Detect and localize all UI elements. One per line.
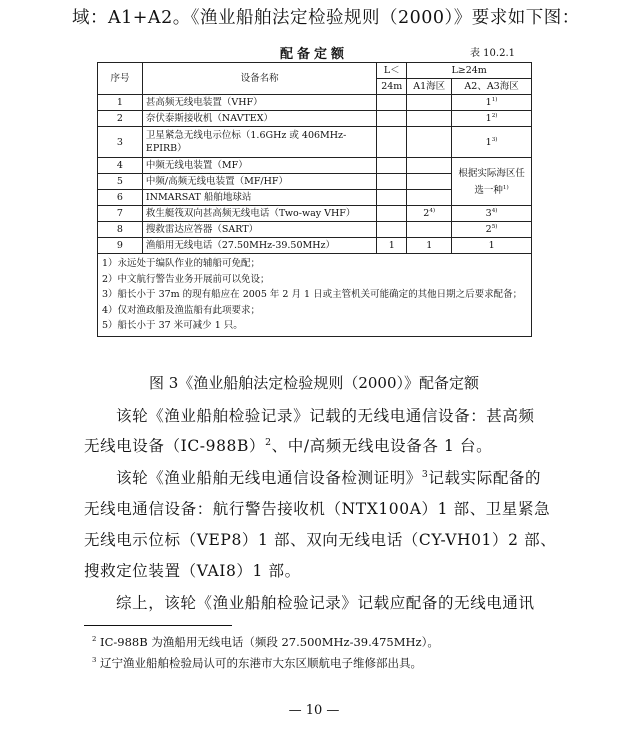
- cell-a1: 1: [407, 238, 452, 254]
- cell-seq: 6: [98, 190, 143, 206]
- footnote: [92, 634, 439, 650]
- table-row: [98, 206, 532, 222]
- merged-note: 根据实际海区任选一种: [458, 167, 525, 196]
- paragraph-line: 无线电通信设备：航行警告接收机（NTX100A）1 部、卫星紧急: [84, 500, 551, 518]
- cell-name: 搜救雷达应答器（SART）: [142, 222, 376, 238]
- header-seq: 序号: [98, 63, 143, 95]
- cell-name: 卫星紧急无线电示位标（1.6GHz 或 406MHz-EPIRB）: [142, 127, 376, 158]
- cell-value: 2: [423, 208, 430, 219]
- cell-a1: [407, 95, 452, 111]
- header-name: 设备名称: [142, 63, 376, 95]
- cell-lt: [377, 206, 407, 222]
- cell-sup: 4): [491, 207, 498, 214]
- cell-a1: [407, 111, 452, 127]
- cell-seq: 1: [98, 95, 143, 111]
- cell-lt: [377, 222, 407, 238]
- cell-seq: 2: [98, 111, 143, 127]
- table-row: [98, 95, 532, 111]
- cell-lt: [377, 95, 407, 111]
- header-lt: L＜: [377, 63, 407, 79]
- page-number: — 10 —: [288, 703, 340, 718]
- notes-row: [98, 254, 532, 337]
- cell-seq: 9: [98, 238, 143, 254]
- cell-a1: [407, 127, 452, 158]
- footnote-divider: [84, 625, 232, 626]
- cell-sup: 3): [491, 136, 498, 143]
- cell-value: 1: [485, 136, 492, 148]
- cell-a23: 1: [452, 238, 532, 254]
- cell-lt: [377, 127, 407, 158]
- cell-name: INMARSAT 船舶地球站: [142, 190, 376, 206]
- cell-a23: [452, 111, 532, 127]
- cell-name: 渔船用无线电话（27.50MHz-39.50MHz）: [142, 238, 376, 254]
- cell-a1: [407, 174, 452, 190]
- header-a1: A1海区: [407, 79, 452, 95]
- cell-sup: 5): [491, 223, 498, 230]
- paragraph-line: 综上，该轮《渔业船舶检验记录》记载应配备的无线电通讯: [116, 594, 535, 612]
- cell-a23: [452, 206, 532, 222]
- paragraph-line: 搜救定位装置（VAI8）1 部。: [84, 562, 301, 580]
- table-number: 表 10.2.1: [470, 48, 515, 59]
- cell-lt: [377, 111, 407, 127]
- cell-sup: 4): [429, 207, 436, 214]
- paragraph-line: [116, 466, 541, 488]
- cell-a23: [452, 127, 532, 158]
- table-row: [98, 238, 532, 254]
- table-title: 配备定额: [279, 47, 348, 62]
- cell-seq: 4: [98, 158, 143, 174]
- figure-caption: 图 3《渔业船舶法定检验规则（2000）》配备定额: [149, 374, 479, 392]
- cell-sup: 2): [491, 112, 498, 119]
- note-item: 2）中文航行警告业务开展前可以免设；: [102, 273, 270, 285]
- cell-value: 1: [485, 113, 492, 124]
- cell-seq: 5: [98, 174, 143, 190]
- cell-seq: 8: [98, 222, 143, 238]
- text-span: 该轮《渔业船舶无线电通信设备检测证明》: [116, 469, 422, 487]
- footnote-mark: 3: [92, 656, 97, 665]
- cell-name: 奈伏泰斯接收机（NAVTEX）: [142, 111, 376, 127]
- intro-text: 域：A1+A2。《渔业船舶法定检验规则（2000）》要求如下图：: [72, 8, 580, 28]
- cell-a1: [407, 222, 452, 238]
- cell-seq: 7: [98, 206, 143, 222]
- cell-name: 中频/高频无线电装置（MF/HF）: [142, 174, 376, 190]
- merged-note-cell: [452, 158, 532, 206]
- cell-a1: [407, 206, 452, 222]
- note-item: 1）永远处于编队作业的辅船可免配；: [102, 258, 261, 269]
- table-row: [98, 222, 532, 238]
- footnote: [92, 655, 422, 671]
- paragraph-line: 无线电示位标（VEP8）1 部、双向无线电话（CY-VH01）2 部、: [84, 531, 557, 549]
- note-item: 3）船长小于 37m 的现有船应在 2005 年 2 月 1 日或主管机关可能确定的其他日期之后要求配备；: [102, 289, 523, 300]
- cell-lt: [377, 174, 407, 190]
- footnote-text: 辽宁渔业船舶检验局认可的东港市大东区顺航电子维修部出具。: [100, 656, 423, 670]
- cell-name: 中频无线电装置（MF）: [142, 158, 376, 174]
- cell-name: 救生艇筏双向甚高频无线电话（Two-way VHF）: [142, 206, 376, 222]
- text-span: 无线电设备（IC-988B）: [84, 437, 266, 455]
- header-a23: A2、A3海区: [452, 79, 532, 95]
- table-row: [98, 158, 532, 174]
- text-span: 记载实际配备的: [428, 469, 542, 487]
- text-span: 、中/高频无线电设备各 1 台。: [271, 437, 493, 455]
- cell-a1: [407, 158, 452, 174]
- cell-seq: 3: [98, 127, 143, 158]
- footnote-text: IC-988B 为渔船用无线电话（频段 27.500MHz-39.475MHz）。: [100, 635, 439, 649]
- merged-note-sup: 1): [502, 184, 509, 191]
- paragraph-line: [84, 434, 492, 456]
- cell-value: 2: [485, 224, 492, 235]
- paragraph-line: 该轮《渔业船舶检验记录》记载的无线电通信设备：甚高频: [116, 407, 535, 425]
- note-item: 5）船长小于 37 米可减少 1 只。: [102, 320, 243, 331]
- table-row: [98, 111, 532, 127]
- footnote-ref: 2: [265, 436, 272, 448]
- cell-a23: [452, 95, 532, 111]
- cell-value: 3: [485, 208, 492, 219]
- cell-lt: [377, 158, 407, 174]
- equipment-table: [97, 62, 532, 337]
- cell-a23: [452, 222, 532, 238]
- cell-name: 甚高频无线电装置（VHF）: [142, 95, 376, 111]
- cell-lt: [377, 190, 407, 206]
- header-ge: L≥24m: [407, 63, 532, 79]
- cell-value: 1: [485, 97, 492, 108]
- footnote-mark: 2: [92, 635, 97, 644]
- cell-sup: 1): [491, 96, 498, 103]
- table-row: [98, 127, 532, 158]
- note-item: 4）仅对渔政船及渔监船有此项要求；: [102, 304, 261, 316]
- footnote-ref: 3: [421, 468, 429, 480]
- cell-lt: 1: [377, 238, 407, 254]
- cell-a1: [407, 190, 452, 206]
- header-lt-unit: 24m: [377, 79, 407, 95]
- notes-cell: [98, 254, 532, 337]
